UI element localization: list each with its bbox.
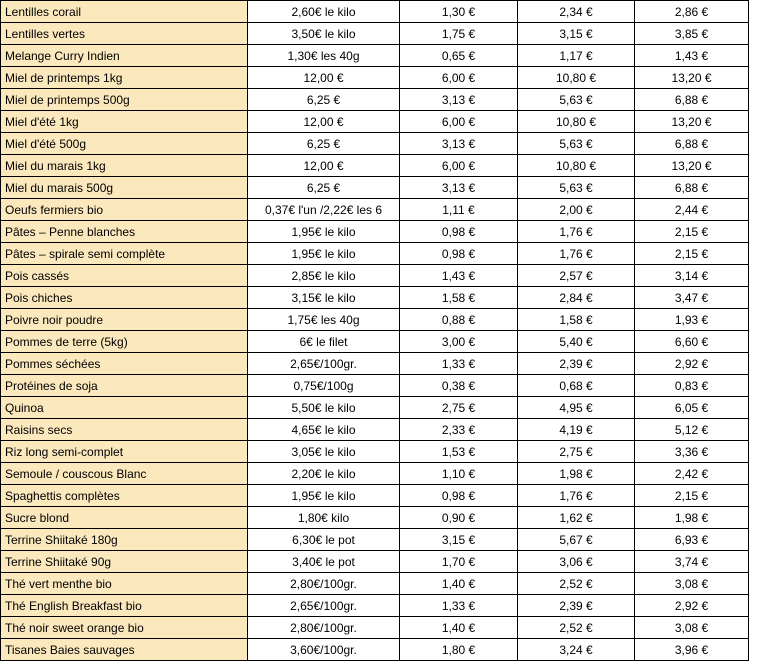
price-cell-col3: 5,63 € [518, 177, 635, 199]
price-cell-col4: 3,36 € [635, 441, 749, 463]
price-cell-col2: 1,40 € [400, 573, 518, 595]
price-cell-col3: 1,76 € [518, 221, 635, 243]
price-cell-col4: 13,20 € [635, 111, 749, 133]
unit-price-cell: 2,20€ le kilo [248, 463, 400, 485]
product-name-cell: Thé English Breakfast bio [1, 595, 248, 617]
table-row [1, 309, 749, 331]
price-cell-col2: 2,33 € [400, 419, 518, 441]
price-cell-col3: 10,80 € [518, 67, 635, 89]
unit-price-cell: 0,75€/100g [248, 375, 400, 397]
price-cell-col2: 1,40 € [400, 617, 518, 639]
table-row [1, 353, 749, 375]
unit-price-cell: 2,85€ le kilo [248, 265, 400, 287]
table-row [1, 155, 749, 177]
price-cell-col4: 2,86 € [635, 1, 749, 23]
price-cell-col3: 4,95 € [518, 397, 635, 419]
table-row [1, 45, 749, 67]
price-cell-col4: 1,43 € [635, 45, 749, 67]
price-cell-col4: 13,20 € [635, 67, 749, 89]
product-name-cell: Pâtes – spirale semi complète [1, 243, 248, 265]
unit-price-cell: 2,60€ le kilo [248, 1, 400, 23]
price-cell-col2: 3,13 € [400, 89, 518, 111]
price-cell-col4: 0,83 € [635, 375, 749, 397]
price-cell-col2: 0,98 € [400, 485, 518, 507]
table-row [1, 111, 749, 133]
table-row [1, 243, 749, 265]
price-cell-col2: 1,43 € [400, 265, 518, 287]
price-cell-col3: 2,39 € [518, 595, 635, 617]
price-cell-col4: 6,60 € [635, 331, 749, 353]
unit-price-cell: 5,50€ le kilo [248, 397, 400, 419]
unit-price-cell: 12,00 € [248, 111, 400, 133]
price-cell-col3: 1,76 € [518, 243, 635, 265]
price-cell-col2: 3,13 € [400, 177, 518, 199]
price-cell-col4: 2,92 € [635, 595, 749, 617]
unit-price-cell: 2,80€/100gr. [248, 573, 400, 595]
unit-price-cell: 1,75€ les 40g [248, 309, 400, 331]
table-row [1, 573, 749, 595]
table-row [1, 397, 749, 419]
price-cell-col2: 6,00 € [400, 155, 518, 177]
price-cell-col3: 1,17 € [518, 45, 635, 67]
price-cell-col3: 2,57 € [518, 265, 635, 287]
unit-price-cell: 4,65€ le kilo [248, 419, 400, 441]
price-cell-col4: 2,15 € [635, 243, 749, 265]
price-cell-col3: 0,68 € [518, 375, 635, 397]
product-name-cell: Thé noir sweet orange bio [1, 617, 248, 639]
price-cell-col3: 1,98 € [518, 463, 635, 485]
price-cell-col3: 1,76 € [518, 485, 635, 507]
table-row [1, 551, 749, 573]
price-cell-col4: 6,88 € [635, 177, 749, 199]
price-cell-col2: 0,98 € [400, 221, 518, 243]
price-cell-col3: 1,62 € [518, 507, 635, 529]
price-cell-col2: 3,00 € [400, 331, 518, 353]
product-name-cell: Terrine Shiitaké 180g [1, 529, 248, 551]
product-name-cell: Miel du marais 500g [1, 177, 248, 199]
price-cell-col4: 3,47 € [635, 287, 749, 309]
table-row [1, 441, 749, 463]
price-table-body [1, 1, 749, 661]
unit-price-cell: 12,00 € [248, 67, 400, 89]
price-cell-col2: 3,15 € [400, 529, 518, 551]
product-name-cell: Miel de printemps 500g [1, 89, 248, 111]
price-cell-col4: 3,96 € [635, 639, 749, 661]
product-name-cell: Terrine Shiitaké 90g [1, 551, 248, 573]
table-row [1, 199, 749, 221]
product-name-cell: Semoule / couscous Blanc [1, 463, 248, 485]
unit-price-cell: 6,25 € [248, 177, 400, 199]
price-cell-col2: 6,00 € [400, 111, 518, 133]
product-name-cell: Pommes de terre (5kg) [1, 331, 248, 353]
unit-price-cell: 3,60€/100gr. [248, 639, 400, 661]
product-name-cell: Riz long semi-complet [1, 441, 248, 463]
price-cell-col2: 1,10 € [400, 463, 518, 485]
price-cell-col2: 1,33 € [400, 595, 518, 617]
unit-price-cell: 6,25 € [248, 89, 400, 111]
product-name-cell: Quinoa [1, 397, 248, 419]
table-row [1, 463, 749, 485]
table-row [1, 639, 749, 661]
price-cell-col3: 2,00 € [518, 199, 635, 221]
unit-price-cell: 3,05€ le kilo [248, 441, 400, 463]
price-cell-col3: 3,15 € [518, 23, 635, 45]
table-row [1, 375, 749, 397]
price-cell-col3: 4,19 € [518, 419, 635, 441]
price-cell-col3: 1,58 € [518, 309, 635, 331]
price-cell-col3: 2,52 € [518, 573, 635, 595]
price-cell-col4: 3,74 € [635, 551, 749, 573]
price-cell-col3: 3,24 € [518, 639, 635, 661]
unit-price-cell: 1,95€ le kilo [248, 485, 400, 507]
table-row [1, 23, 749, 45]
price-cell-col3: 3,06 € [518, 551, 635, 573]
price-cell-col2: 2,75 € [400, 397, 518, 419]
unit-price-cell: 6,25 € [248, 133, 400, 155]
price-cell-col2: 6,00 € [400, 67, 518, 89]
price-cell-col3: 5,63 € [518, 89, 635, 111]
product-name-cell: Melange Curry Indien [1, 45, 248, 67]
price-cell-col4: 3,14 € [635, 265, 749, 287]
product-name-cell: Pommes séchées [1, 353, 248, 375]
price-cell-col2: 1,58 € [400, 287, 518, 309]
unit-price-cell: 6€ le filet [248, 331, 400, 353]
product-name-cell: Miel d'été 500g [1, 133, 248, 155]
table-row [1, 507, 749, 529]
unit-price-cell: 12,00 € [248, 155, 400, 177]
product-name-cell: Sucre blond [1, 507, 248, 529]
price-cell-col3: 10,80 € [518, 111, 635, 133]
price-cell-col4: 2,42 € [635, 463, 749, 485]
price-cell-col3: 10,80 € [518, 155, 635, 177]
price-cell-col2: 0,98 € [400, 243, 518, 265]
unit-price-cell: 2,65€/100gr. [248, 353, 400, 375]
product-name-cell: Protéines de soja [1, 375, 248, 397]
table-row [1, 67, 749, 89]
product-name-cell: Pâtes – Penne blanches [1, 221, 248, 243]
table-row [1, 617, 749, 639]
product-name-cell: Lentilles corail [1, 1, 248, 23]
product-name-cell: Tisanes Baies sauvages [1, 639, 248, 661]
product-name-cell: Miel de printemps 1kg [1, 67, 248, 89]
price-cell-col4: 6,88 € [635, 133, 749, 155]
price-cell-col4: 2,15 € [635, 485, 749, 507]
product-name-cell: Poivre noir poudre [1, 309, 248, 331]
table-row [1, 287, 749, 309]
unit-price-cell: 1,95€ le kilo [248, 243, 400, 265]
table-row [1, 595, 749, 617]
table-row [1, 221, 749, 243]
table-row [1, 1, 749, 23]
price-cell-col2: 1,80 € [400, 639, 518, 661]
unit-price-cell: 1,30€ les 40g [248, 45, 400, 67]
price-cell-col4: 5,12 € [635, 419, 749, 441]
price-cell-col3: 2,84 € [518, 287, 635, 309]
price-cell-col2: 1,33 € [400, 353, 518, 375]
unit-price-cell: 2,65€/100gr. [248, 595, 400, 617]
price-cell-col4: 3,85 € [635, 23, 749, 45]
unit-price-cell: 6,30€ le pot [248, 529, 400, 551]
table-row [1, 419, 749, 441]
product-name-cell: Raisins secs [1, 419, 248, 441]
price-cell-col2: 0,38 € [400, 375, 518, 397]
price-cell-col2: 3,13 € [400, 133, 518, 155]
price-cell-col4: 6,93 € [635, 529, 749, 551]
price-cell-col4: 1,98 € [635, 507, 749, 529]
price-cell-col4: 3,08 € [635, 573, 749, 595]
product-name-cell: Lentilles vertes [1, 23, 248, 45]
price-cell-col2: 1,30 € [400, 1, 518, 23]
price-cell-col4: 3,08 € [635, 617, 749, 639]
product-name-cell: Oeufs fermiers bio [1, 199, 248, 221]
price-cell-col2: 1,11 € [400, 199, 518, 221]
price-cell-col4: 13,20 € [635, 155, 749, 177]
price-cell-col3: 2,39 € [518, 353, 635, 375]
product-name-cell: Pois chiches [1, 287, 248, 309]
price-cell-col4: 6,88 € [635, 89, 749, 111]
price-cell-col4: 2,44 € [635, 199, 749, 221]
product-name-cell: Miel d'été 1kg [1, 111, 248, 133]
unit-price-cell: 3,50€ le kilo [248, 23, 400, 45]
price-cell-col2: 0,65 € [400, 45, 518, 67]
price-cell-col2: 1,70 € [400, 551, 518, 573]
price-cell-col2: 0,90 € [400, 507, 518, 529]
table-row [1, 177, 749, 199]
unit-price-cell: 1,95€ le kilo [248, 221, 400, 243]
product-name-cell: Spaghettis complètes [1, 485, 248, 507]
price-cell-col2: 1,75 € [400, 23, 518, 45]
unit-price-cell: 1,80€ kilo [248, 507, 400, 529]
price-cell-col3: 5,63 € [518, 133, 635, 155]
price-cell-col2: 0,88 € [400, 309, 518, 331]
price-cell-col4: 1,93 € [635, 309, 749, 331]
price-cell-col3: 5,67 € [518, 529, 635, 551]
price-cell-col2: 1,53 € [400, 441, 518, 463]
product-name-cell: Pois cassés [1, 265, 248, 287]
unit-price-cell: 3,40€ le pot [248, 551, 400, 573]
price-cell-col3: 2,52 € [518, 617, 635, 639]
table-row [1, 133, 749, 155]
price-cell-col3: 5,40 € [518, 331, 635, 353]
table-row [1, 89, 749, 111]
table-row [1, 529, 749, 551]
table-row [1, 265, 749, 287]
unit-price-cell: 0,37€ l'un /2,22€ les 6 [248, 199, 400, 221]
unit-price-cell: 3,15€ le kilo [248, 287, 400, 309]
price-cell-col4: 2,15 € [635, 221, 749, 243]
price-cell-col4: 6,05 € [635, 397, 749, 419]
price-cell-col3: 2,75 € [518, 441, 635, 463]
product-name-cell: Thé vert menthe bio [1, 573, 248, 595]
product-name-cell: Miel du marais 1kg [1, 155, 248, 177]
price-cell-col3: 2,34 € [518, 1, 635, 23]
unit-price-cell: 2,80€/100gr. [248, 617, 400, 639]
table-row [1, 485, 749, 507]
table-row [1, 331, 749, 353]
price-cell-col4: 2,92 € [635, 353, 749, 375]
